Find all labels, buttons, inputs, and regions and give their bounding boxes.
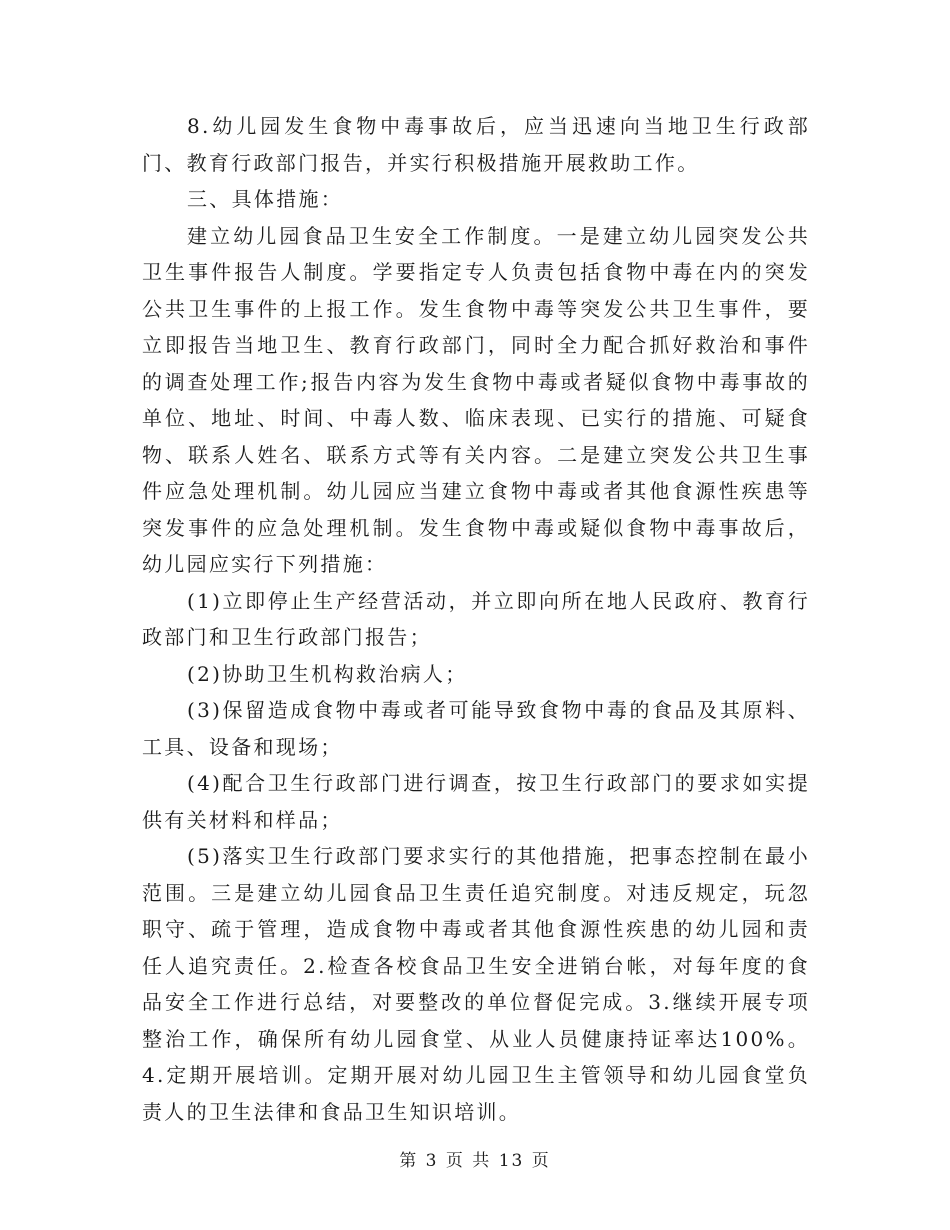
total-page-count: 13 — [498, 1151, 525, 1171]
paragraph-item-8: 8.幼儿园发生食物中毒事故后，应当迅速向当地卫生行政部门、教育行政部门报告，并实行积极措施开展救助工作。 — [142, 114, 810, 175]
page-footer — [0, 1146, 950, 1171]
measure-item-2: (2)协助卫生机构救治病人； — [187, 661, 468, 686]
paragraph-food-safety-system: 建立幼儿园食品卫生安全工作制度。一是建立幼儿园突发公共卫生事件报告人制度。学要指定专人负责包括食物中毒在内的突发公共卫生事件的上报工作。发生食物中毒等突发公共卫生事件，要立即报告当地卫生、教育行政部门，同时全力配合抓好救治和事件的调查处理工作;报告内容为发生食物中毒或者疑似食物中毒事故的单位、地址、时间、中毒人数、临床表现、已实行的措施、可疑食物、联系人姓名、联系方式等有关内容。二是建立突发公共卫生事件应急处理机制。幼儿园应当建立食物中毒或者其他食源性疾患等突发事件的应急处理机制。发生食物中毒或疑似食物中毒事故后，幼儿园应实行下列措施： — [142, 223, 810, 576]
measure-item-4: (4)配合卫生行政部门进行调查，按卫生行政部门的要求如实提供有关材料和样品； — [142, 771, 810, 832]
document-body — [142, 108, 810, 1130]
measure-item-1: (1)立即停止生产经营活动，并立即向所在地人民政府、教育行政部门和卫生行政部门报告； — [142, 588, 810, 649]
measure-item-5: (5)落实卫生行政部门要求实行的其他措施，把事态控制在最小范围。三是建立幼儿园食品卫生责任追究制度。对违反规定，玩忽职守、疏于管理，造成食物中毒或者其他食源性疾患的幼儿园和责任人追究责任。2.检查各校食品卫生安全进销台帐，对每年度的食品安全工作进行总结，对要整改的单位督促完成。3.继续开展专项整治工作，确保所有幼儿园食堂、从业人员健康持证率达100%。4.定期开展培训。定期开展对幼儿园卫生主管领导和幼儿园食堂负责人的卫生法律和食品卫生知识培训。 — [142, 844, 810, 1124]
footer-middle: 页 共 — [445, 1151, 492, 1171]
section-heading-measures: 三、具体措施： — [187, 187, 344, 211]
measure-item-3: (3)保留造成食物中毒或者可能导致食物中毒的食品及其原料、工具、设备和现场； — [142, 698, 810, 759]
current-page-number: 3 — [425, 1151, 439, 1171]
footer-prefix: 第 — [399, 1151, 419, 1171]
footer-suffix: 页 — [531, 1151, 551, 1171]
